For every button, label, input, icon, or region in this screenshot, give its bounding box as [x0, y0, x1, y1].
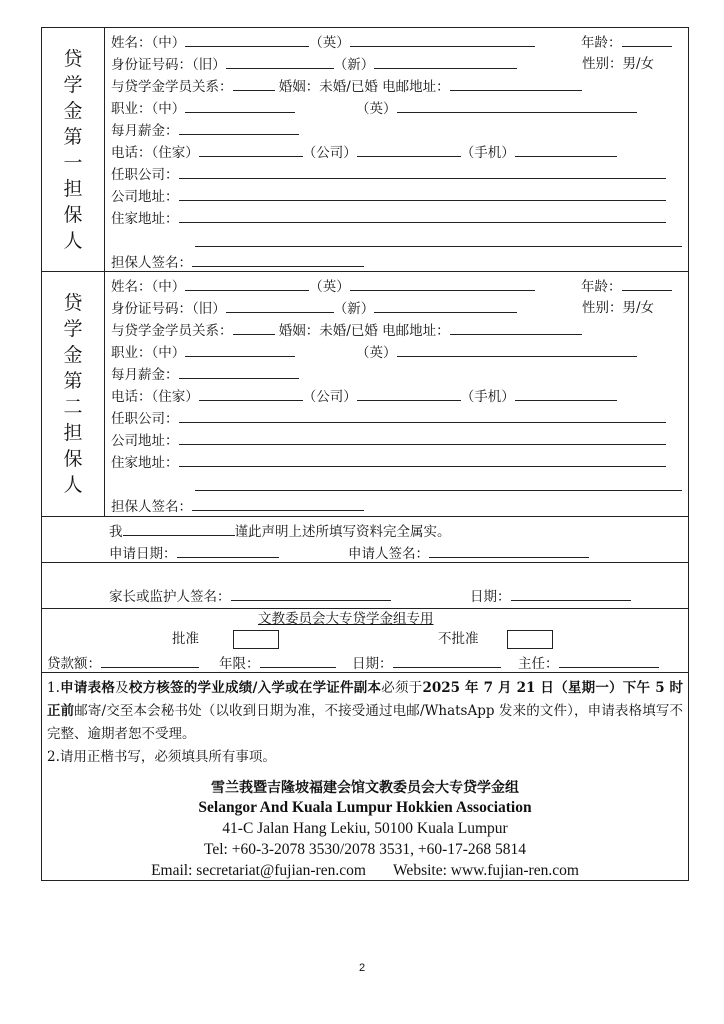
title-char: 学 [63, 73, 83, 96]
relation-label: 与贷学金学员关系： [111, 323, 233, 339]
note-1-number: 1. [47, 680, 60, 696]
home-addr-field[interactable] [179, 451, 666, 467]
parent-date-label: 日期： [470, 589, 511, 605]
note-1-text: 及 [115, 680, 129, 696]
title-char: 人 [63, 474, 83, 496]
guarantor-1-title [42, 28, 105, 271]
note-1-text: 邮寄/交至本会秘书处（以收到日期为准，不接受通过电邮/WhatsApp 发来的文件），申请表格填写不完整、逾期者恕不受理。 [47, 703, 683, 742]
title-char: 保 [63, 203, 83, 226]
title-char: 第 [63, 370, 83, 392]
gender-label: 性别：男/女 [582, 56, 655, 72]
title-char: 人 [63, 229, 83, 252]
job-en-field[interactable] [397, 341, 637, 357]
note-2: 2.请用正楷书写，必须填具所有事项。 [47, 749, 276, 765]
org-address: 41-C Jalan Hang Lekiu, 50100 Kuala Lumpur [222, 820, 508, 837]
marital-label: 婚姻：未婚/已婚 电邮地址： [278, 323, 450, 339]
phone-co-field[interactable] [357, 141, 461, 157]
office-date-label: 日期： [352, 656, 393, 672]
job-cn-field[interactable] [185, 97, 295, 113]
name-en-field[interactable] [350, 275, 535, 291]
title-char: 一 [63, 151, 83, 174]
guarantor-1-section [42, 28, 688, 272]
note-1-bold: 校方核签的学业成绩/入学或在学证件副本 [128, 680, 382, 696]
apply-date-field[interactable] [177, 542, 279, 558]
phone-home-field[interactable] [199, 141, 303, 157]
chair-label: 主任： [518, 656, 559, 672]
home-addr-field-2[interactable] [195, 231, 682, 247]
employer-field[interactable] [179, 163, 666, 179]
org-phone: Tel: +60-3-2078 3530/2078 3531, +60-17-268 5814 [203, 841, 527, 858]
parent-sign-label: 家长或监护人签名： [109, 589, 231, 605]
org-email: Email: secretariat@fujian-ren.com [151, 862, 366, 879]
gender-label: 性别：男/女 [582, 300, 655, 316]
declarant-name-field[interactable] [123, 520, 235, 536]
phone-mobile-field[interactable] [515, 141, 617, 157]
phone-mobile-field[interactable] [515, 385, 617, 401]
signature-field[interactable] [192, 495, 364, 511]
phone-co-label: （公司） [302, 389, 357, 405]
declaration-statement: 谨此声明上述所填写资料完全属实。 [234, 524, 451, 540]
age-field[interactable] [622, 275, 672, 291]
title-char: 学 [63, 318, 83, 340]
email-field[interactable] [450, 319, 582, 335]
term-label: 年限： [219, 656, 260, 672]
job-cn-field[interactable] [185, 341, 295, 357]
declaration-i: 我 [109, 524, 123, 540]
name-label: 姓名：（中） [111, 279, 186, 295]
job-en-field[interactable] [397, 97, 637, 113]
relation-label: 与贷学金学员关系： [111, 79, 233, 95]
employer-label: 任职公司： [111, 411, 179, 427]
note-1-bold: 申请表格 [59, 680, 116, 696]
approve-checkbox[interactable] [233, 630, 279, 649]
title-char: 金 [63, 344, 83, 366]
salary-field[interactable] [179, 363, 299, 379]
marital-label: 婚姻：未婚/已婚 电邮地址： [278, 79, 450, 95]
home-addr-label: 住家地址： [111, 455, 179, 471]
email-field[interactable] [450, 75, 582, 91]
age-label: 年龄： [581, 279, 622, 295]
employer-field[interactable] [179, 407, 666, 423]
home-addr-label: 住家地址： [111, 211, 179, 227]
term-field[interactable] [260, 652, 336, 668]
guarantor-2-title [42, 272, 105, 516]
ic-label: 身份证号码：（旧） [111, 301, 226, 317]
guarantor-2-section [42, 272, 688, 517]
job-en-label: （英） [356, 101, 397, 117]
title-char: 金 [63, 99, 83, 122]
parent-date-field[interactable] [511, 585, 631, 601]
phone-home-field[interactable] [199, 385, 303, 401]
amount-field[interactable] [101, 652, 199, 668]
applicant-sign-field[interactable] [429, 542, 589, 558]
co-addr-label: 公司地址： [111, 189, 179, 205]
home-addr-field[interactable] [179, 207, 666, 223]
age-label: 年龄： [581, 35, 622, 51]
org-contact [42, 862, 688, 880]
signature-field[interactable] [192, 251, 364, 267]
salary-label: 每月薪金： [111, 367, 179, 383]
application-form [41, 27, 689, 881]
job-en-label: （英） [356, 345, 397, 361]
ic-new-label: （新） [333, 301, 375, 317]
parent-sign-field[interactable] [231, 585, 391, 601]
ic-old-field[interactable] [226, 53, 334, 69]
title-char: 第 [63, 125, 83, 148]
signature-label: 担保人签名： [111, 499, 192, 515]
co-addr-field[interactable] [179, 185, 666, 201]
applicant-sign-label: 申请人签名： [348, 546, 429, 562]
co-addr-field[interactable] [179, 429, 666, 445]
employer-label: 任职公司： [111, 167, 179, 183]
job-label: 职业：（中） [111, 101, 186, 117]
ic-new-label: （新） [333, 57, 375, 73]
phone-mobile-label: （手机） [460, 145, 515, 161]
office-use-section [42, 609, 688, 673]
title-char: 保 [63, 448, 83, 470]
phone-mobile-label: （手机） [460, 389, 515, 405]
apply-date-label: 申请日期： [109, 546, 177, 562]
parent-section [42, 563, 688, 609]
title-char: 贷 [63, 47, 83, 70]
org-website: Website: www.fujian-ren.com [393, 862, 579, 879]
reject-checkbox[interactable] [507, 630, 553, 649]
phone-co-field[interactable] [357, 385, 461, 401]
signature-label: 担保人签名： [111, 255, 192, 271]
relation-field[interactable] [233, 75, 275, 91]
title-char: 担 [63, 177, 83, 200]
title-char: 二 [63, 396, 83, 418]
title-char: 担 [63, 422, 83, 444]
amount-label: 贷款额： [47, 656, 101, 672]
ic-new-field[interactable] [374, 297, 517, 313]
name-en-label: （英） [309, 35, 350, 51]
age-field[interactable] [622, 31, 672, 47]
name-label: 姓名：（中） [111, 35, 186, 51]
phone-label: 电话：（住家） [111, 145, 199, 161]
note-1-deadline: 2025 年 7 月 21 日（星期一）下午 5 时正前 [47, 680, 684, 719]
office-title: 文教委员会大专贷学金组专用 [258, 611, 434, 627]
org-name-cn: 雪兰莪暨吉隆坡福建会馆文教委员会大专贷学金组 [211, 780, 519, 796]
approve-label: 批准 [172, 631, 199, 647]
chair-field[interactable] [559, 652, 659, 668]
relation-field[interactable] [233, 319, 275, 335]
office-date-field[interactable] [393, 652, 501, 668]
ic-label: 身份证号码：（旧） [111, 57, 226, 73]
job-label: 职业：（中） [111, 345, 186, 361]
org-name-en: Selangor And Kuala Lumpur Hokkien Association [198, 799, 532, 816]
ic-old-field[interactable] [226, 297, 334, 313]
name-en-field[interactable] [350, 31, 535, 47]
ic-new-field[interactable] [374, 53, 517, 69]
salary-label: 每月薪金： [111, 123, 179, 139]
notes-section [42, 673, 688, 882]
title-char: 贷 [63, 292, 83, 314]
page-number: 2 [358, 962, 366, 974]
reject-label: 不批准 [438, 631, 479, 647]
phone-co-label: （公司） [302, 145, 357, 161]
name-en-label: （英） [309, 279, 350, 295]
home-addr-field-2[interactable] [195, 475, 682, 491]
name-cn-field[interactable] [185, 31, 309, 47]
salary-field[interactable] [179, 119, 299, 135]
note-1 [47, 677, 683, 746]
phone-label: 电话：（住家） [111, 389, 199, 405]
name-cn-field[interactable] [185, 275, 309, 291]
declaration-section [42, 517, 688, 563]
note-1-text: 必须于 [381, 680, 423, 696]
co-addr-label: 公司地址： [111, 433, 179, 449]
